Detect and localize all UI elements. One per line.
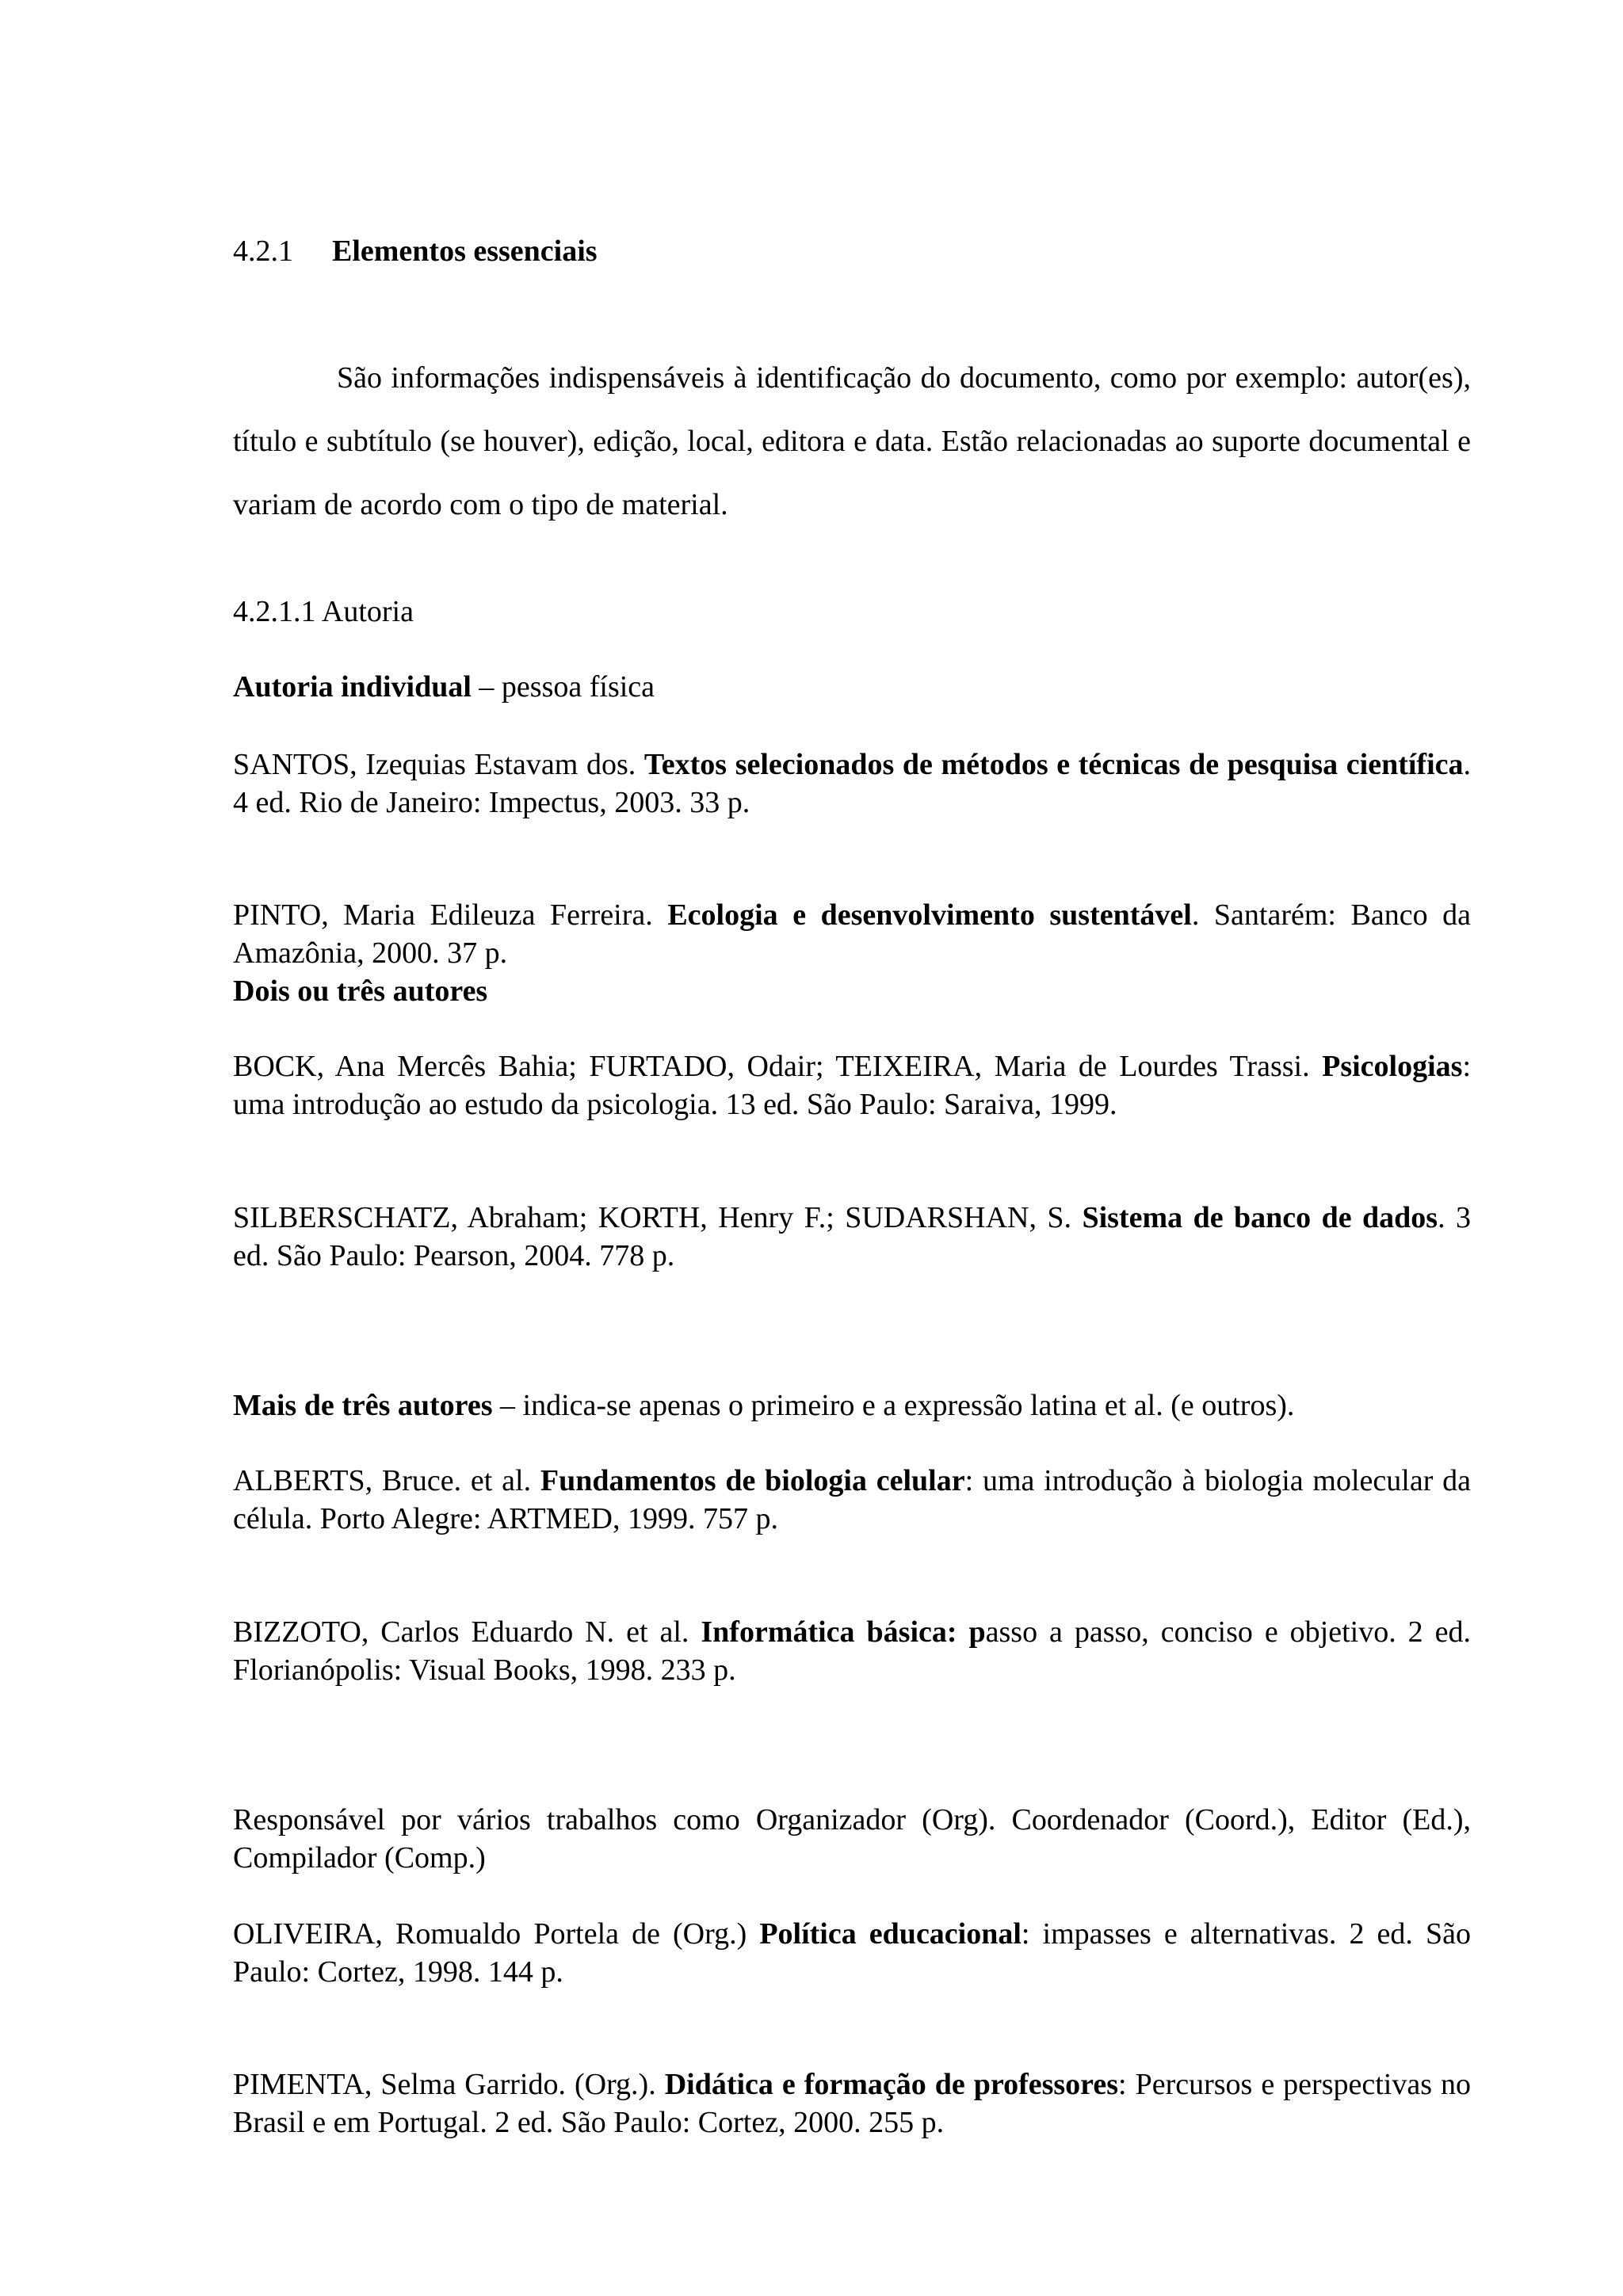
category-more-than-three [233, 1386, 1471, 1425]
reference-author: BOCK, Ana Mercês Bahia; FURTADO, Odair; TEIXEIRA, Maria de Lourdes Trassi. [233, 1050, 1323, 1083]
category-description: – pessoa física [471, 670, 655, 704]
reference-title: Psicologias [1322, 1050, 1463, 1083]
reference-title: Sistema de banco de dados [1082, 1201, 1438, 1234]
reference-details: : Percursos e perspectivas no Brasil e em Portugal. 2 ed. São Paulo: Cortez, 2000. 255 p. [233, 2068, 1471, 2139]
reference-details: : impasses e alternativas. 2 ed. São Paulo: Cortez, 1998. 144 p. [233, 1917, 1471, 1989]
reference-entry [233, 1199, 1471, 1275]
category-individual [233, 668, 1471, 706]
category-label: Autoria individual [233, 670, 472, 704]
reference-entry [233, 1915, 1471, 1991]
section-title: Elementos essenciais [332, 235, 598, 268]
reference-entry [233, 746, 1471, 822]
reference-title: Fundamentos de biologia celular [540, 1464, 965, 1497]
reference-author: SILBERSCHATZ, Abraham; KORTH, Henry F.; SUDARSHAN, S. [233, 1201, 1083, 1234]
reference-title: Textos selecionados de métodos e técnicas de pesquisa científica [643, 748, 1464, 781]
reference-details: : uma introdução ao estudo da psicologia. 13 ed. São Paulo: Saraiva, 1999. [233, 1050, 1471, 1121]
reference-title: Informática básica: p [701, 1615, 986, 1649]
reference-details: . 3 ed. São Paulo: Pearson, 2004. 778 p. [233, 1201, 1471, 1272]
reference-title: Política educacional [759, 1917, 1022, 1951]
reference-details: : uma introdução à biologia molecular da célula. Porto Alegre: ARTMED, 1999. 757 p. [233, 1464, 1471, 1535]
reference-author: SANTOS, Izequias Estavam dos. [233, 748, 644, 781]
reference-author: PIMENTA, Selma Garrido. (Org.). [233, 2068, 665, 2101]
reference-entry [233, 1613, 1471, 1689]
subsection-heading: 4.2.1.1 Autoria [233, 595, 414, 628]
section-heading [233, 232, 1471, 270]
reference-entry [233, 2065, 1471, 2142]
reference-title: Ecologia e desenvolvimento sustentável [667, 898, 1192, 932]
reference-details: asso a passo, conciso e objetivo. 2 ed. Florianópolis: Visual Books, 1998. 233 p. [233, 1615, 1471, 1687]
reference-author: ALBERTS, Bruce. et al. [233, 1464, 540, 1497]
reference-title: Didática e formação de professores [664, 2068, 1119, 2101]
reference-details: . Santarém: Banco da Amazônia, 2000. 37 p. [233, 898, 1472, 970]
reference-author: BIZZOTO, Carlos Eduardo N. et al. [233, 1615, 701, 1649]
section-number: 4.2.1 [233, 235, 293, 268]
reference-entry [233, 1462, 1471, 1538]
reference-entry [233, 896, 1471, 972]
reference-details: . 4 ed. Rio de Janeiro: Impectus, 2003. 33 p. [233, 748, 1471, 819]
reference-entry [233, 1047, 1471, 1123]
category-description: – indica-se apenas o primeiro e a expressão latina et al. (e outros). [492, 1389, 1295, 1422]
reference-author: PINTO, Maria Edileuza Ferreira. [233, 898, 668, 932]
category-label: Mais de três autores [233, 1389, 493, 1422]
category-two-three-authors: Dois ou três autores [233, 974, 488, 1008]
intro-paragraph: São informações indispensáveis à identificação do documento, como por exemplo: autor(es), título e subtítulo (se houver), edição, local, editora e data. Estão relacionadas ao suporte documental e variam de acordo com o tipo de material. [233, 361, 1471, 521]
category-responsible: Responsável por vários trabalhos como Organizador (Org). Coordenador (Coord.), Editor (Ed.), Compilador (Comp.) [233, 1803, 1471, 1875]
reference-author: OLIVEIRA, Romualdo Portela de (Org.) [233, 1917, 760, 1951]
